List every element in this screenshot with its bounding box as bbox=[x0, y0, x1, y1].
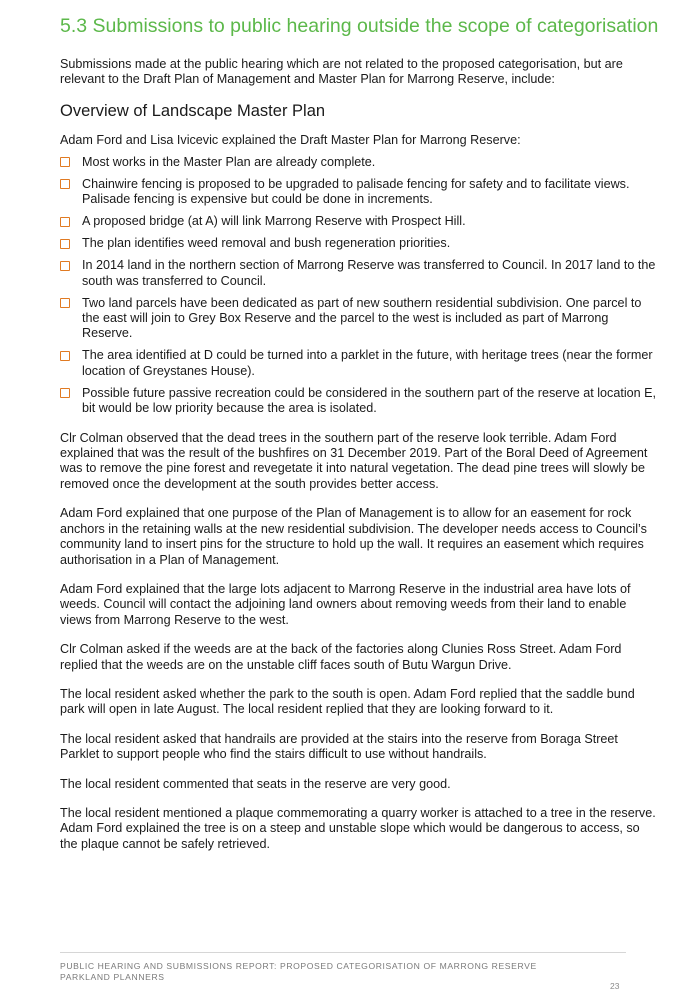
checkbox-square-icon bbox=[60, 157, 70, 167]
checkbox-square-icon bbox=[60, 388, 70, 398]
page-number: 23 bbox=[610, 981, 620, 991]
sub-heading: Overview of Landscape Master Plan bbox=[60, 101, 326, 120]
bullet-item bbox=[60, 177, 660, 208]
checkbox-square-icon bbox=[60, 261, 70, 271]
checkbox-square-icon bbox=[60, 239, 70, 249]
bullet-text: In 2014 land in the northern section of Marrong Reserve was transferred to Council. In 2017 land to the south was transferred to Council. bbox=[82, 258, 656, 288]
body-paragraph: Clr Colman observed that the dead trees in the southern part of the reserve look terrible. Adam Ford explained that was the result of the bushfires on 31 December 2019. Part of the Boral Deed of Agreement was to remove the pine forest and revegetate it into natural vegetation. The dead pine trees will slowly be removed once the development at the south provides better access. bbox=[60, 430, 648, 491]
intro-paragraph: Submissions made at the public hearing which are not related to the proposed categorisation, but are relevant to the Draft Plan of Management and Master Plan for Marrong Reserve, include: bbox=[60, 57, 623, 87]
body-paragraph: The local resident asked that handrails are provided at the stairs into the reserve from Boraga Street Parklet to support people who find the stairs difficult to use without handrails. bbox=[60, 731, 618, 762]
bullet-item bbox=[60, 348, 660, 379]
body-paragraph: Adam Ford explained that the large lots adjacent to Marrong Reserve in the industrial area have lots of weeds. Council will contact the adjoining land owners about removing weeds from their land to enable views from Marrong Reserve to the west. bbox=[60, 581, 631, 627]
bullet-lead-paragraph: Adam Ford and Lisa Ivicevic explained the Draft Master Plan for Marrong Reserve: bbox=[60, 132, 521, 147]
bullet-item bbox=[60, 386, 660, 417]
body-paragraph: The local resident asked whether the park to the south is open. Adam Ford replied that the saddle bund park will open in late August. The local resident replied that they are looking forward to it. bbox=[60, 686, 635, 717]
bullet-text: The plan identifies weed removal and bush regeneration priorities. bbox=[82, 236, 451, 251]
bullet-text: Two land parcels have been dedicated as part of new southern residential subdivision. One parcel to the east will join to Grey Box Reserve and the parcel to the west is included as part of Marrong Reserve. bbox=[82, 295, 642, 341]
body-paragraph: Clr Colman asked if the weeds are at the back of the factories along Clunies Ross Street. Adam Ford replied that the weeds are on the unstable cliff faces south of Butu Wargun Drive. bbox=[60, 642, 622, 672]
footer-report-title: PUBLIC HEARING AND SUBMISSIONS REPORT: PROPOSED CATEGORISATION OF MARRONG RESERVE bbox=[60, 961, 537, 971]
page-footer bbox=[60, 952, 626, 984]
bullet-item bbox=[60, 155, 660, 170]
footer-author: PARKLAND PLANNERS bbox=[60, 972, 165, 983]
bullet-list bbox=[60, 155, 660, 417]
checkbox-square-icon bbox=[60, 298, 70, 308]
bullet-text: Possible future passive recreation could be considered in the southern part of the reserve at location E, bit would be low priority because the area is isolated. bbox=[82, 385, 657, 416]
checkbox-square-icon bbox=[60, 351, 70, 361]
bullet-item bbox=[60, 296, 660, 342]
document-page bbox=[60, 14, 660, 852]
section-heading: 5.3 Submissions to public hearing outside the scope of categorisation bbox=[60, 15, 659, 37]
bullet-text: Most works in the Master Plan are already complete. bbox=[82, 154, 376, 169]
bullet-item bbox=[60, 236, 660, 251]
bullet-item bbox=[60, 258, 660, 289]
body-paragraph: The local resident commented that seats in the reserve are very good. bbox=[60, 776, 451, 791]
bullet-text: The area identified at D could be turned into a parklet in the future, with heritage trees (near the former location of Greystanes House). bbox=[82, 348, 653, 378]
body-paragraph: Adam Ford explained that one purpose of the Plan of Management is to allow for an easement for rock anchors in the retaining walls at the new residential subdivision. The developer needs access to Council’s community land to insert pins for the structure to hold up the wall. It requires an easement which requires authorisation in a Plan of Management. bbox=[60, 506, 647, 567]
bullet-text: Chainwire fencing is proposed to be upgraded to palisade fencing for safety and to facilitate views. Palisade fencing is expensive but could be done in increments. bbox=[82, 176, 630, 207]
bullet-text: A proposed bridge (at A) will link Marrong Reserve with Prospect Hill. bbox=[82, 214, 466, 229]
checkbox-square-icon bbox=[60, 179, 70, 189]
body-paragraph: The local resident mentioned a plaque commemorating a quarry worker is attached to a tree in the reserve. Adam Ford explained the tree is on a steep and unstable slope which would be dangerous to access, so the plaque cannot be safely retrieved. bbox=[60, 805, 656, 851]
checkbox-square-icon bbox=[60, 217, 70, 227]
bullet-item bbox=[60, 214, 660, 229]
